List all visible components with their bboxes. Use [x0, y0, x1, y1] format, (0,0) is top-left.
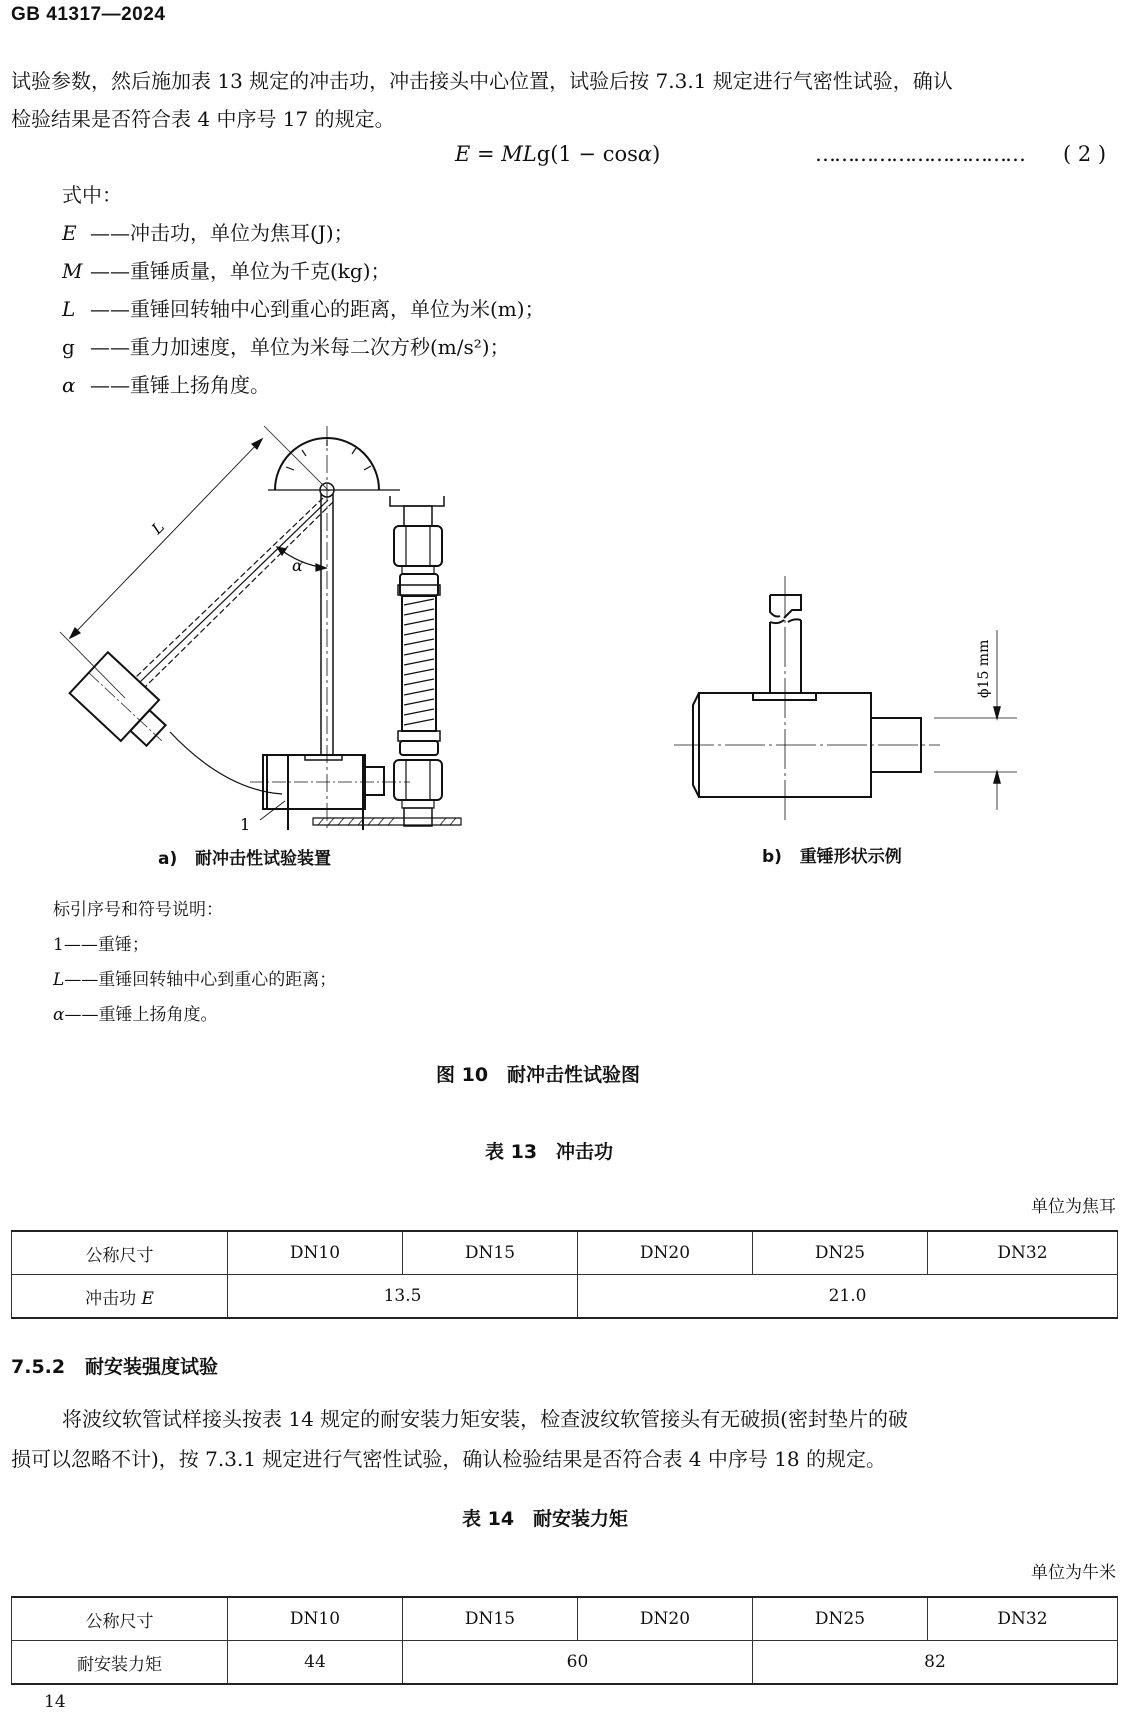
header-cell: DN15 [403, 1231, 578, 1275]
value-cell: 21.0 [578, 1275, 1118, 1319]
section-para-line-1: 将波纹软管试样接头按表 14 规定的耐安装力矩安装，检查波纹软管接头有无破损(密封垫片的破 [62, 1407, 908, 1431]
table-row [12, 1597, 1118, 1641]
legend-item-L: L——重锤回转轴中心到重心的距离； [53, 970, 337, 990]
where-item-g: g ——重力加速度，单位为米每二次方秒(m/s²)； [62, 328, 510, 366]
legend-item-alpha: α——重锤上扬角度。 [53, 1005, 218, 1025]
value-cell: 13.5 [228, 1275, 578, 1319]
where-item-M: M ——重锤质量，单位为千克(kg)； [62, 252, 391, 290]
row-label: 冲击功 E [12, 1275, 228, 1319]
header-cell: DN20 [578, 1597, 753, 1641]
legend-title: 标引序号和符号说明： [53, 900, 223, 920]
header-cell: DN25 [753, 1231, 928, 1275]
hammer-shape-drawing [660, 570, 1060, 830]
header-cell: DN15 [403, 1597, 578, 1641]
table-row [12, 1231, 1118, 1275]
symbol: M [62, 259, 83, 283]
header-cell: 公称尺寸 [12, 1231, 228, 1275]
table13-title: 表 13 冲击功 [485, 1141, 614, 1163]
table14-title: 表 14 耐安装力矩 [462, 1508, 629, 1530]
value-cell: 82 [753, 1641, 1118, 1685]
table14 [11, 1596, 1118, 1684]
intro-line-2: 检验结果是否符合表 4 中序号 17 的规定。 [11, 107, 395, 131]
header-cell: DN32 [928, 1597, 1118, 1641]
table14-unit: 单位为牛米 [1031, 1563, 1116, 1583]
formula-leader: …………………………… [815, 142, 1024, 166]
formula-number: ( 2 ) [1063, 142, 1107, 166]
formula-expression: E = MLg(1 − cosα) [455, 142, 661, 166]
where-item-alpha: α ——重锤上扬角度。 [62, 366, 270, 404]
table-row [12, 1641, 1118, 1685]
subfigure-b-caption: b) 重锤形状示例 [762, 847, 902, 867]
standard-id: GB 41317—2024 [11, 4, 166, 25]
row-label: 耐安装力矩 [12, 1641, 228, 1685]
header-cell: DN25 [753, 1597, 928, 1641]
label-L: L [148, 518, 168, 538]
legend-item-1: 1——重锤； [53, 935, 149, 955]
section-para-line-2: 损可以忽略不计)，按 7.3.1 规定进行气密性试验，确认检验结果是否符合表 4 中序号 18 的规定。 [11, 1447, 887, 1471]
page-number: 14 [44, 1692, 66, 1712]
symbol: L [62, 297, 76, 321]
where-item-E: E ——冲击功，单位为焦耳(J)； [62, 214, 354, 252]
header-cell: DN10 [228, 1231, 403, 1275]
header-cell: DN32 [928, 1231, 1118, 1275]
value-cell: 44 [228, 1641, 403, 1685]
symbol: E [62, 221, 77, 245]
symbol: g [62, 335, 75, 359]
symbol: α [62, 373, 76, 397]
dimension-diameter: ϕ15 mm [976, 639, 992, 698]
header-cell: DN20 [578, 1231, 753, 1275]
figure-title: 图 10 耐冲击性试验图 [436, 1064, 641, 1086]
label-alpha: α [292, 556, 303, 575]
header-cell: DN10 [228, 1597, 403, 1641]
value-cell: 60 [403, 1641, 753, 1685]
impact-test-apparatus-drawing [40, 410, 520, 830]
section-heading: 7.5.2 耐安装强度试验 [11, 1356, 218, 1378]
intro-line-1: 试验参数，然后施加表 13 规定的冲击功，冲击接头中心位置，试验后按 7.3.1 规定进行气密性试验，确认 [11, 69, 953, 93]
subfigure-a-caption: a) 耐冲击性试验装置 [158, 849, 332, 869]
where-item-L: L ——重锤回转轴中心到重心的距离，单位为米(m)； [62, 290, 545, 328]
table13-unit: 单位为焦耳 [1031, 1197, 1116, 1217]
table-row [12, 1275, 1118, 1319]
header-cell: 公称尺寸 [12, 1597, 228, 1641]
where-label: 式中： [62, 183, 122, 207]
table13 [11, 1230, 1118, 1319]
label-1: 1 [240, 815, 251, 830]
